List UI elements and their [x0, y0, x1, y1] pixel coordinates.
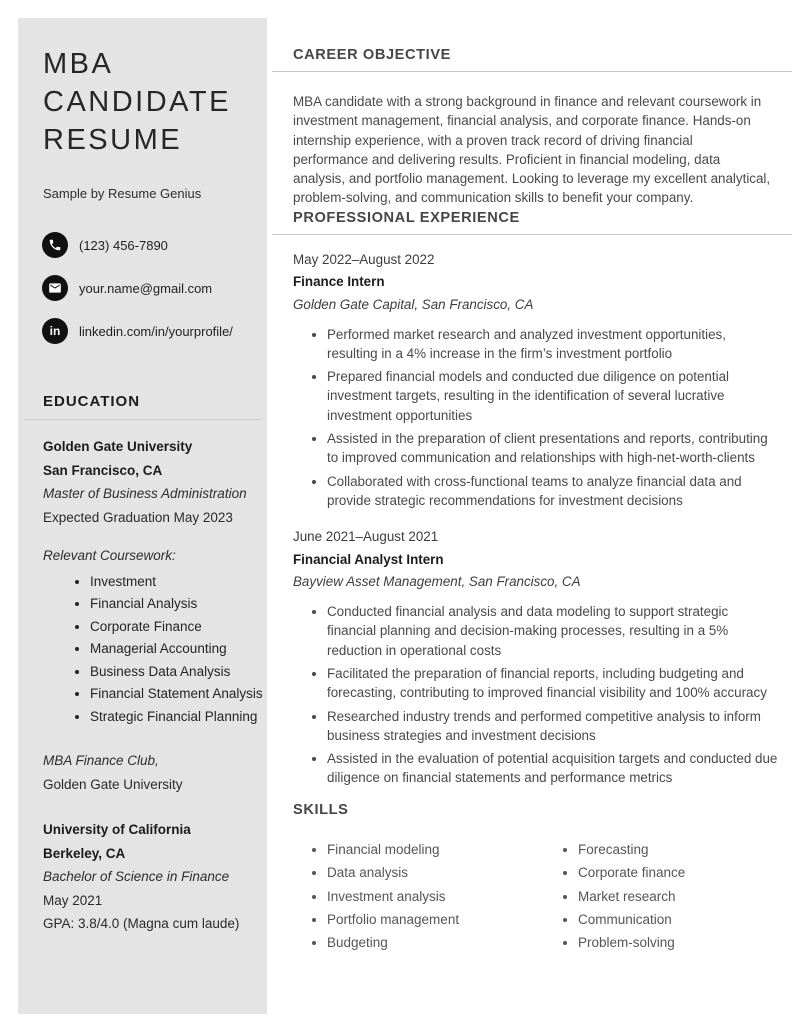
education-divider: [24, 419, 261, 420]
school-graduation-date: May 2021: [43, 892, 103, 908]
professional-experience-heading: PROFESSIONAL EXPERIENCE: [293, 209, 520, 226]
skill-item: • Forecasting: [578, 838, 685, 861]
resume-title: [18, 45, 267, 159]
experience-bullet: • Prepared financial models and conducted due diligence on potential investment targets, resulting in the identification of several lucrative investment opportunities: [327, 367, 779, 425]
school-gpa: GPA: 3.8/4.0 (Magna cum laude): [43, 916, 240, 931]
school-degree: Bachelor of Science in Finance: [43, 869, 230, 884]
skill-item: • Data analysis: [327, 861, 557, 884]
skill-item: • Financial modeling: [327, 838, 557, 861]
skill-item: • Portfolio management: [327, 908, 557, 931]
title-line-1: MBA: [43, 48, 114, 80]
email-icon: [42, 275, 68, 301]
section-divider: [272, 71, 792, 72]
contact-list: [18, 232, 267, 344]
school-name: University of California: [43, 822, 191, 837]
skills-columns: [272, 838, 792, 955]
skill-item: • Budgeting: [327, 931, 557, 954]
school-location: San Francisco, CA: [43, 462, 163, 478]
linkedin-url: linkedin.com/in/yourprofile/: [79, 323, 233, 339]
career-objective-section: [272, 47, 792, 208]
contact-row-phone: [18, 232, 267, 258]
skills-list-right: [557, 838, 685, 955]
coursework-item: • Investment: [90, 571, 267, 594]
job-bullet-list: [293, 325, 779, 511]
coursework-label: Relevant Coursework:: [43, 548, 176, 563]
contact-row-linkedin: [18, 318, 267, 344]
skill-item: • Market research: [578, 885, 685, 908]
skills-list-left: [272, 838, 557, 955]
title-line-2: CANDIDATE: [43, 86, 231, 118]
education-entry-1: [18, 435, 267, 529]
job-entry-1: [293, 249, 792, 510]
club-section: [18, 749, 267, 796]
section-divider: [272, 234, 792, 235]
title-line-3: RESUME: [43, 124, 183, 156]
experience-bullet: • Performed market research and analyzed investment opportunities, resulting in a 4% increase in the firm’s investment portfolio: [327, 325, 779, 364]
main-column: [272, 47, 792, 955]
school-degree: Master of Business Administration: [43, 486, 247, 501]
job-bullet-list: [293, 602, 779, 788]
experience-bullet: • Collaborated with cross-functional teams to analyze financial data and provide strategic recommendations for investment decisions: [327, 472, 779, 511]
career-objective-heading: CAREER OBJECTIVE: [293, 47, 451, 63]
coursework-item: • Financial Analysis: [90, 593, 267, 616]
phone-number: (123) 456-7890: [79, 237, 168, 253]
job-dates: June 2021–August 2021: [293, 529, 439, 545]
job-entry-2: [293, 526, 792, 787]
skill-item: • Investment analysis: [327, 885, 557, 908]
job-title: Financial Analyst Intern: [293, 551, 444, 567]
coursework-item: • Financial Statement Analysis: [90, 683, 267, 706]
coursework-list: [18, 571, 267, 729]
resume-subtitle: Sample by Resume Genius: [43, 186, 202, 201]
coursework-item: • Managerial Accounting: [90, 638, 267, 661]
coursework-item: • Strategic Financial Planning: [90, 706, 267, 729]
phone-icon: [42, 232, 68, 258]
experience-bullet: • Researched industry trends and performed competitive analysis to inform business strategies and investment decisions: [327, 707, 779, 746]
professional-experience-section: [272, 210, 792, 788]
job-dates: May 2022–August 2022: [293, 251, 435, 267]
school-graduation-note: Expected Graduation May 2023: [43, 509, 233, 525]
school-name: Golden Gate University: [43, 439, 193, 454]
coursework-section: [18, 544, 267, 728]
job-title: Finance Intern: [293, 274, 385, 290]
skill-item: • Communication: [578, 908, 685, 931]
job-company: Bayview Asset Management, San Francisco, CA: [293, 574, 581, 590]
linkedin-icon: in: [42, 318, 68, 344]
school-location: Berkeley, CA: [43, 845, 126, 861]
job-company: Golden Gate Capital, San Francisco, CA: [293, 296, 534, 312]
coursework-item: • Business Data Analysis: [90, 661, 267, 684]
experience-bullet: • Assisted in the preparation of client presentations and reports, contributing to improved communication and relationships with high-net-worth-clients: [327, 429, 779, 468]
experience-bullet: • Conducted financial analysis and data modeling to support strategic financial planning and decision-making processes, resulting in a 5% reduction in operational costs: [327, 602, 779, 660]
education-heading: EDUCATION: [43, 393, 141, 410]
club-organization: Golden Gate University: [43, 776, 183, 792]
club-name: MBA Finance Club,: [43, 753, 159, 768]
skill-item: • Corporate finance: [578, 861, 685, 884]
experience-bullet: • Facilitated the preparation of financial reports, including budgeting and forecasting, contributing to improved financial visibility and 100% accuracy: [327, 664, 779, 703]
contact-row-email: [18, 275, 267, 301]
experience-bullet: • Assisted in the evaluation of potential acquisition targets and conducted due diligence on financial statements and performance metrics: [327, 749, 779, 788]
career-objective-text: MBA candidate with a strong background in finance and relevant coursework in investment management, financial analysis, and corporate finance. Hands-on internship experience, with a proven track record of driving financial performance and delivering results. Proficient in financial modeling, data analysis, and portfolio management. Looking to leverage my excellent analytical, problem-solving, and communication skills to benefit your company.: [293, 94, 771, 206]
sidebar: [18, 18, 267, 1014]
skill-item: • Problem-solving: [578, 931, 685, 954]
education-entry-2: [18, 818, 267, 936]
email-address: your.name@gmail.com: [79, 280, 213, 296]
skills-section: [272, 802, 792, 955]
coursework-item: • Corporate Finance: [90, 616, 267, 639]
skills-heading: SKILLS: [293, 801, 349, 818]
